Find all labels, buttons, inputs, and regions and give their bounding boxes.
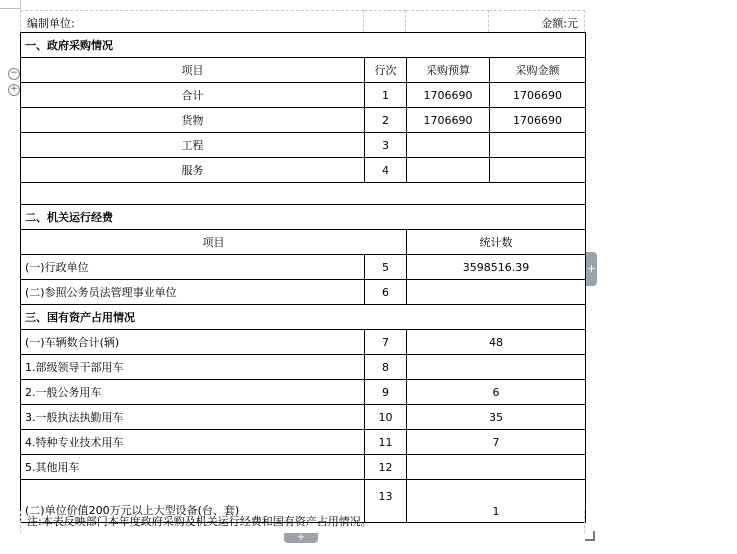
row-value[interactable]: 1 bbox=[407, 480, 586, 523]
row-item[interactable]: (一)行政单位 bbox=[21, 255, 365, 280]
row-value[interactable] bbox=[407, 455, 586, 480]
column-header-budget[interactable]: 采购预算 bbox=[407, 58, 490, 83]
column-header-amount[interactable]: 采购金额 bbox=[490, 58, 586, 83]
row-item[interactable]: 3.一般执法执勤用车 bbox=[21, 405, 365, 430]
row-line[interactable]: 8 bbox=[365, 355, 407, 380]
column-header-stat[interactable]: 统计数 bbox=[407, 230, 586, 255]
row-line[interactable]: 10 bbox=[365, 405, 407, 430]
row-budget[interactable]: 1706690 bbox=[407, 83, 490, 108]
row-line[interactable]: 6 bbox=[365, 280, 407, 305]
expand-icon[interactable]: + bbox=[8, 84, 20, 96]
row-amount[interactable]: 1706690 bbox=[490, 83, 586, 108]
row-item[interactable]: (二)参照公务员法管理事业单位 bbox=[21, 280, 365, 305]
row-amount[interactable] bbox=[490, 158, 586, 183]
row-value[interactable]: 6 bbox=[407, 380, 586, 405]
table-row bbox=[21, 133, 586, 158]
row-item[interactable]: 合计 bbox=[21, 83, 365, 108]
table-row bbox=[21, 83, 586, 108]
table-row bbox=[21, 108, 586, 133]
row-line[interactable]: 5 bbox=[365, 255, 407, 280]
row-value[interactable]: 48 bbox=[407, 330, 586, 355]
header-unit-cell[interactable] bbox=[20, 10, 364, 32]
row-line[interactable]: 13 bbox=[365, 480, 407, 523]
sheet-corner bbox=[0, 0, 21, 9]
blank-row[interactable] bbox=[21, 183, 586, 205]
row-value[interactable]: 7 bbox=[407, 430, 586, 455]
table-row bbox=[21, 158, 586, 183]
row-item[interactable]: (二)单位价值200万元以上大型设备(台、套) bbox=[21, 480, 365, 523]
row-line[interactable]: 7 bbox=[365, 330, 407, 355]
add-row-icon[interactable]: + bbox=[284, 533, 318, 543]
row-line[interactable]: 2 bbox=[365, 108, 407, 133]
row-item[interactable]: 货物 bbox=[21, 108, 365, 133]
header-blank-cell-2[interactable] bbox=[406, 10, 489, 32]
resize-handle-icon[interactable] bbox=[585, 531, 595, 541]
table-row bbox=[21, 280, 586, 305]
row-budget[interactable]: 1706690 bbox=[407, 108, 490, 133]
table-row bbox=[21, 405, 586, 430]
column-header-item[interactable]: 项目 bbox=[21, 230, 407, 255]
row-line[interactable]: 4 bbox=[365, 158, 407, 183]
row-value[interactable] bbox=[407, 355, 586, 380]
row-item[interactable]: (一)车辆数合计(辆) bbox=[21, 330, 365, 355]
amount-label: 金额:元 bbox=[541, 17, 578, 30]
row-line[interactable]: 9 bbox=[365, 380, 407, 405]
row-item[interactable]: 4.特种专业技术用车 bbox=[21, 430, 365, 455]
row-item[interactable]: 服务 bbox=[21, 158, 365, 183]
section3-title[interactable]: 三、国有资产占用情况 bbox=[21, 305, 586, 330]
table-row bbox=[21, 330, 586, 355]
row-line[interactable]: 11 bbox=[365, 430, 407, 455]
row-budget[interactable] bbox=[407, 133, 490, 158]
row-amount[interactable] bbox=[490, 133, 586, 158]
row-item[interactable]: 1.部级领导干部用车 bbox=[21, 355, 365, 380]
header-amount-cell[interactable] bbox=[489, 10, 585, 32]
row-item[interactable]: 2.一般公务用车 bbox=[21, 380, 365, 405]
table-row bbox=[21, 380, 586, 405]
row-item[interactable]: 工程 bbox=[21, 133, 365, 158]
table-row bbox=[21, 255, 586, 280]
table-row bbox=[21, 455, 586, 480]
section2-title[interactable]: 二、机关运行经费 bbox=[21, 205, 586, 230]
row-item[interactable]: 5.其他用车 bbox=[21, 455, 365, 480]
row-line[interactable]: 1 bbox=[365, 83, 407, 108]
section1-title[interactable]: 一、政府采购情况 bbox=[21, 33, 586, 58]
footnote-text: 注:本表反映部门本年度政府采购及机关运行经费和国有资产占用情况。 bbox=[27, 515, 372, 528]
collapse-icon[interactable]: − bbox=[8, 68, 20, 80]
column-header-item[interactable]: 项目 bbox=[21, 58, 365, 83]
table-row bbox=[21, 430, 586, 455]
row-budget[interactable] bbox=[407, 158, 490, 183]
table-row bbox=[21, 355, 586, 380]
column-header-line[interactable]: 行次 bbox=[365, 58, 407, 83]
row-line[interactable]: 12 bbox=[365, 455, 407, 480]
header-blank-cell-1[interactable] bbox=[364, 10, 406, 32]
row-value[interactable]: 3598516.39 bbox=[407, 255, 586, 280]
footnote[interactable] bbox=[20, 511, 585, 533]
row-line[interactable]: 3 bbox=[365, 133, 407, 158]
row-value[interactable] bbox=[407, 280, 586, 305]
row-value[interactable]: 35 bbox=[407, 405, 586, 430]
unit-label: 编制单位: bbox=[27, 17, 75, 30]
add-column-icon[interactable]: + bbox=[586, 252, 597, 286]
row-amount[interactable]: 1706690 bbox=[490, 108, 586, 133]
report-table bbox=[20, 32, 586, 523]
